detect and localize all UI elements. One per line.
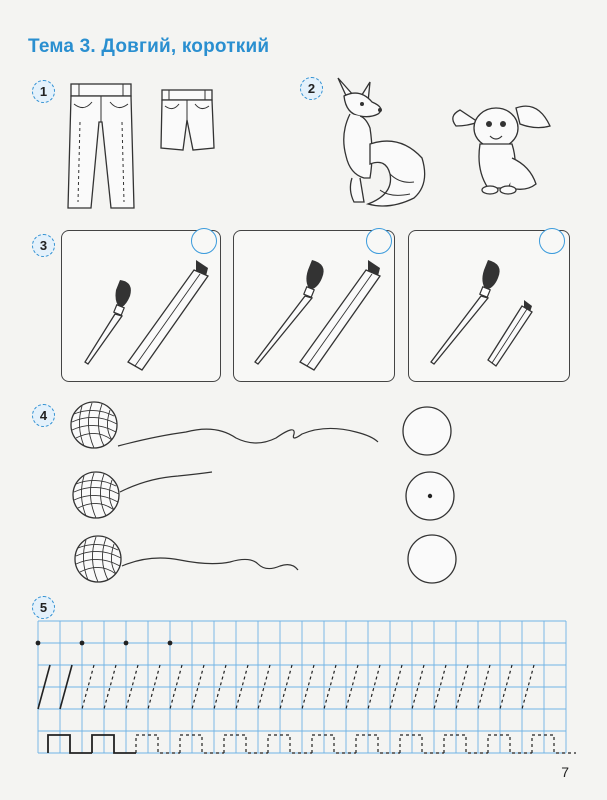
meander-mark: [356, 735, 400, 753]
grid-paper[interactable]: [38, 621, 566, 753]
answer-circle[interactable]: [401, 405, 453, 457]
page-number: 7: [561, 764, 569, 780]
yarn-ball-icon: [72, 534, 126, 584]
rabbit-icon: [446, 100, 554, 196]
meander-mark: [488, 735, 532, 753]
dot-mark: [36, 641, 41, 646]
fox-icon: [330, 74, 436, 212]
yarn-ball-icon: [68, 400, 122, 450]
meander-mark: [400, 735, 444, 753]
answer-circle[interactable]: [406, 533, 458, 585]
meander-mark: [224, 735, 268, 753]
page-title: Тема 3. Довгий, короткий: [28, 36, 270, 57]
pencil-icon: [126, 258, 216, 372]
meander-mark: [136, 735, 180, 753]
thread-icon: [116, 418, 386, 458]
task-number-3: 3: [32, 234, 55, 257]
meander-mark: [312, 735, 356, 753]
dot-mark: [80, 641, 85, 646]
task-number-1: 1: [32, 80, 55, 103]
long-trousers-icon: [66, 82, 136, 212]
meander-mark: [180, 735, 224, 753]
answer-circle-2[interactable]: [366, 228, 392, 254]
task-number-2: 2: [300, 77, 323, 100]
meander-mark: [444, 735, 488, 753]
shorts-icon: [159, 88, 215, 154]
pencil-icon: [298, 258, 388, 372]
thread-icon: [118, 470, 218, 500]
thread-icon: [120, 540, 300, 580]
yarn-ball-icon: [70, 470, 124, 520]
task-number-5: 5: [32, 596, 55, 619]
answer-circle-1[interactable]: [191, 228, 217, 254]
task-number-4: 4: [32, 404, 55, 427]
meander-mark: [92, 735, 136, 753]
answer-circle-3[interactable]: [539, 228, 565, 254]
dot-mark: [124, 641, 129, 646]
meander-mark: [48, 735, 92, 753]
answer-circle[interactable]: [404, 470, 456, 522]
dot-mark: [168, 641, 173, 646]
pencil-icon: [486, 298, 536, 368]
meander-mark: [268, 735, 312, 753]
meander-mark: [532, 735, 576, 753]
